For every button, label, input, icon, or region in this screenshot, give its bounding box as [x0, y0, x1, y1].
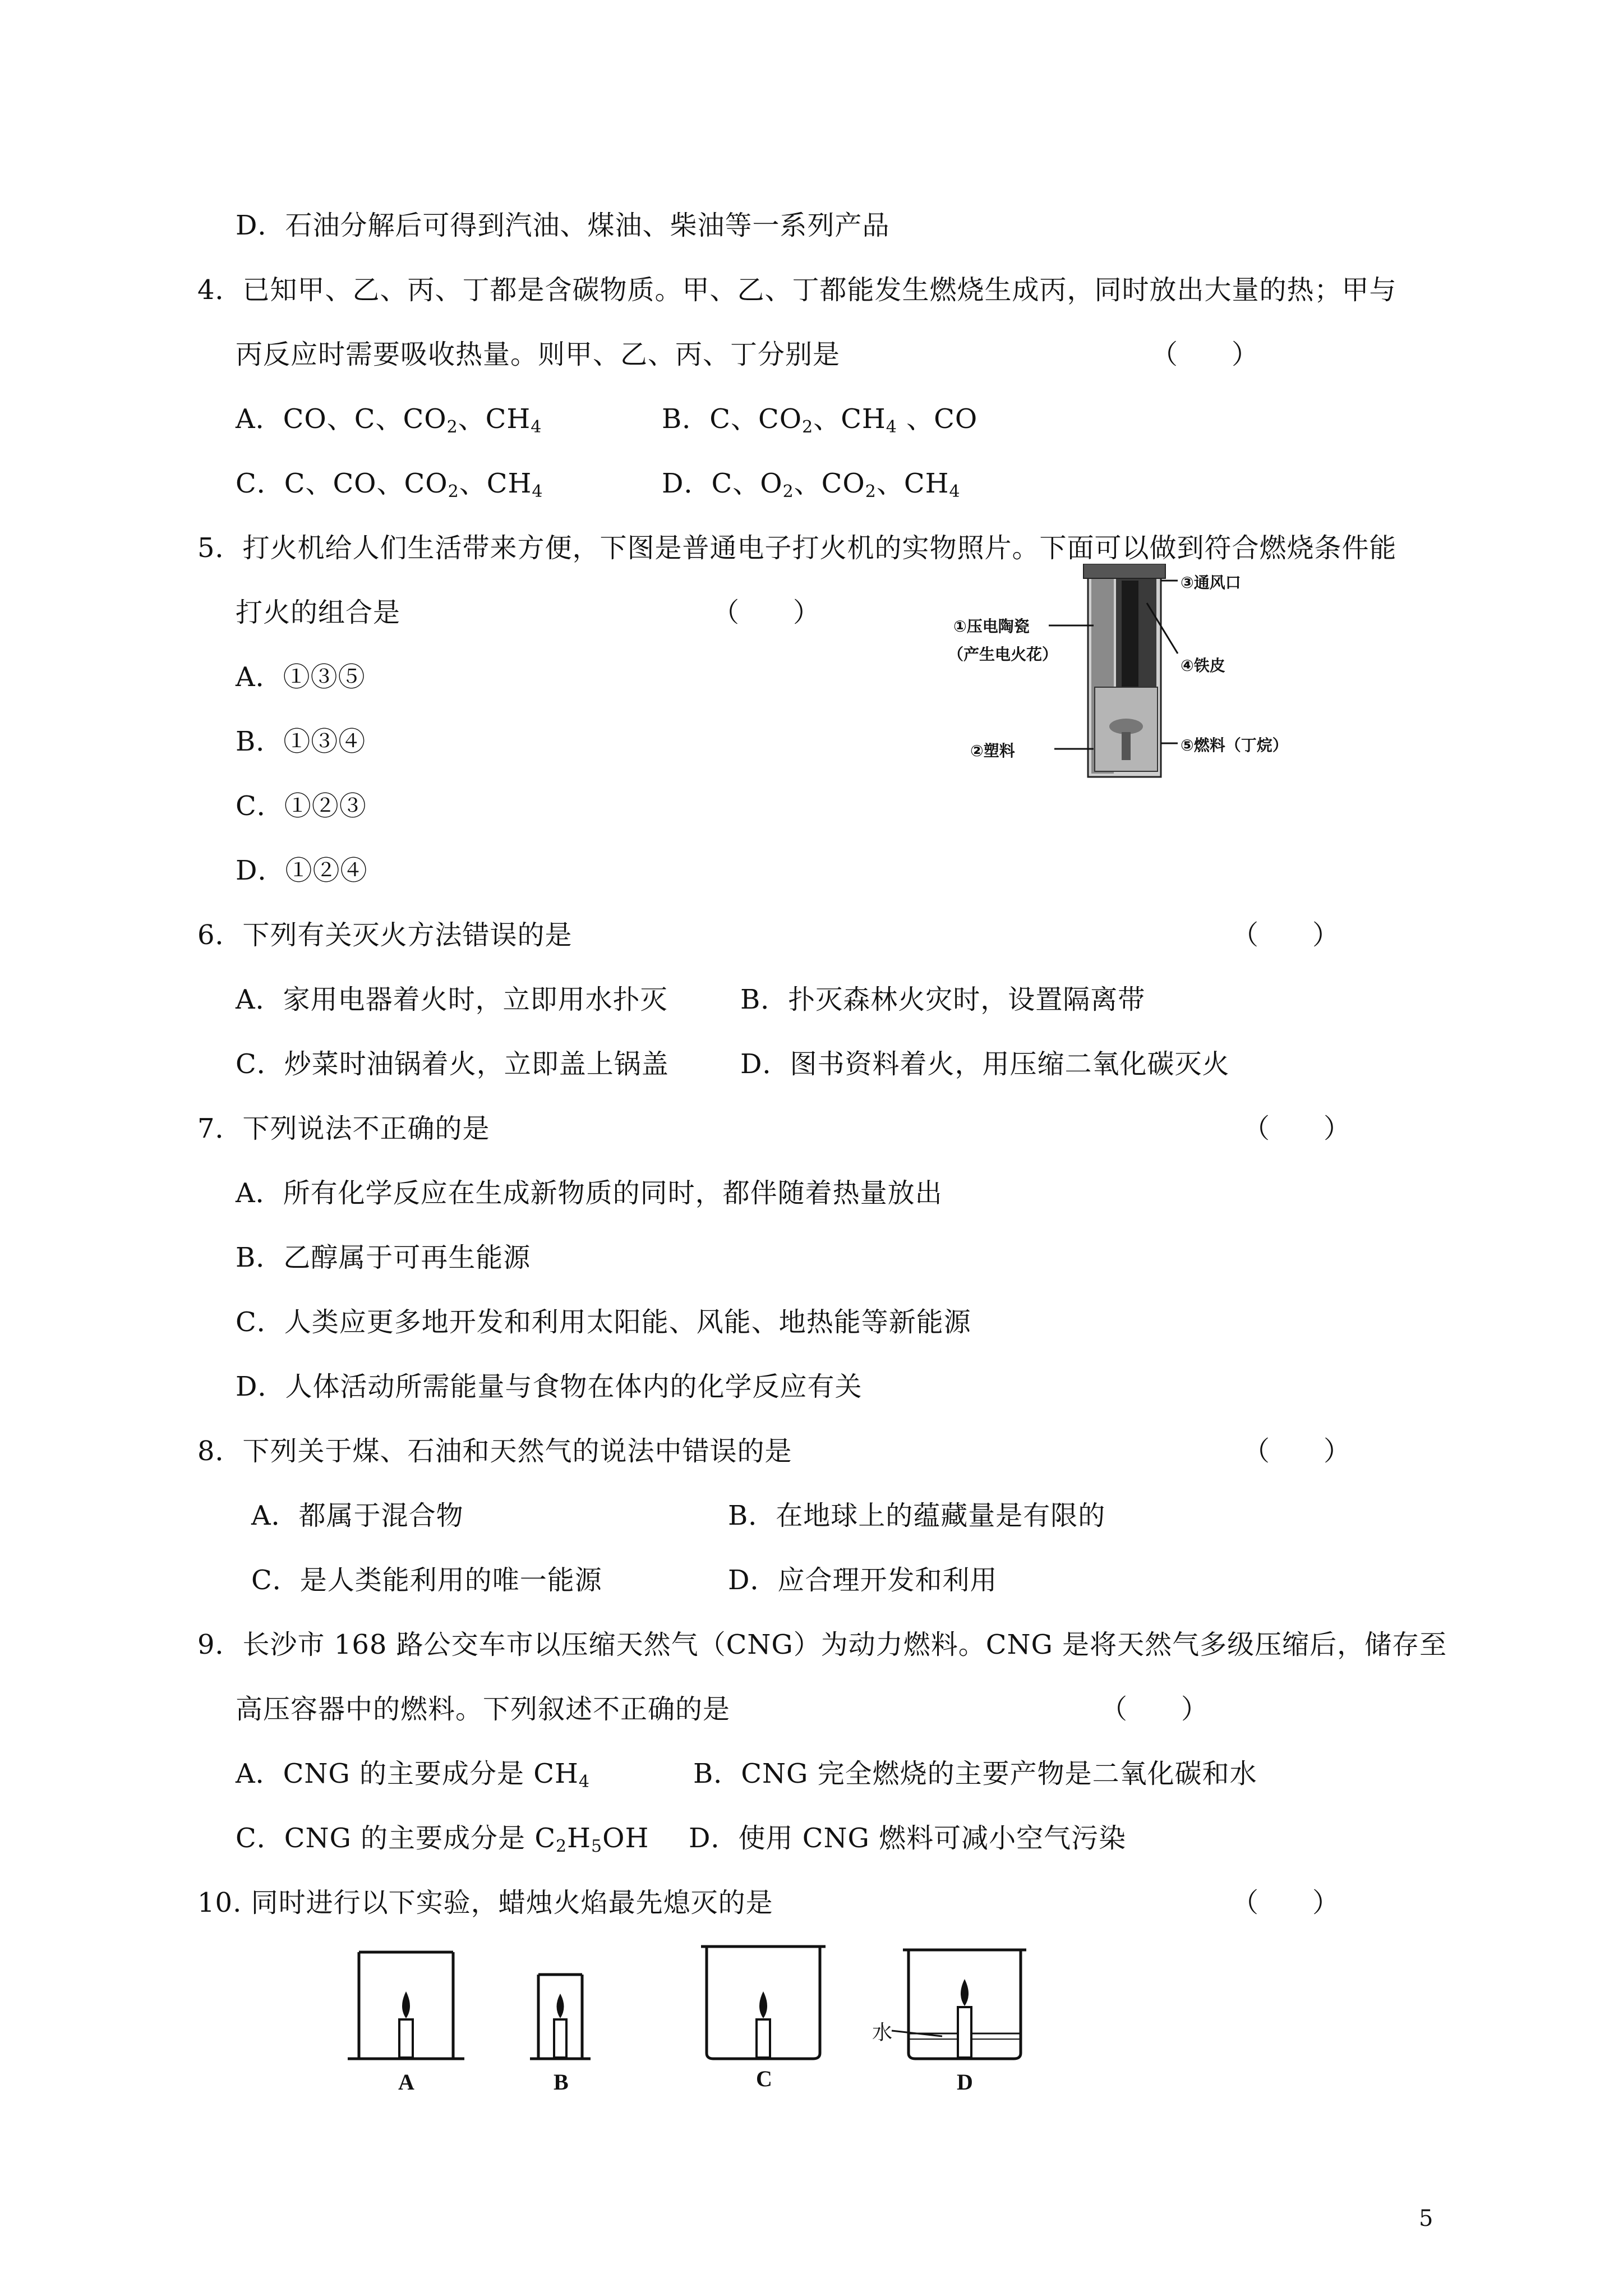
q10-stem: 10. 同时进行以下实验，蜡烛火焰最先熄灭的是: [197, 1887, 773, 1918]
q8-option-c: C．是人类能利用的唯一能源: [251, 1565, 602, 1596]
q4-stem-line1: 4．已知甲、乙、丙、丁都是含碳物质。甲、乙、丁都能发生燃烧生成丙，同时放出大量的热；甲与: [197, 274, 1397, 306]
q7-option-a: A．所有化学反应在生成新物质的同时，都伴随着热量放出: [236, 1177, 943, 1209]
candle-experiment-figure: [314, 1935, 1099, 2104]
label-vent: ③通风口: [1181, 573, 1241, 592]
label-iron-sheet: ④铁皮: [1181, 656, 1225, 675]
lighter-figure: [948, 564, 1346, 788]
q7-stem: 7．下列说法不正确的是: [197, 1113, 490, 1144]
q7-answer-blank: （ ）: [1243, 1113, 1351, 1144]
q6-option-c: C．炒菜时油锅着火，立即盖上锅盖: [236, 1048, 669, 1080]
q5-option-d: D．①②④: [236, 855, 368, 886]
caption-d: D: [957, 2069, 973, 2095]
q6-option-d: D．图书资料着火，用压缩二氧化碳灭火: [740, 1048, 1230, 1080]
q8-option-d: D．应合理开发和利用: [728, 1565, 998, 1596]
q9-option-a: A．CNG 的主要成分是 $CH_4$: [236, 1758, 590, 1792]
q4-answer-blank: （ ）: [1151, 339, 1259, 370]
q9-stem-line1: 9．长沙市 168 路公交车市以压缩天然气（CNG）为动力燃料。CNG 是将天然气多级压缩后，储存至: [197, 1629, 1447, 1660]
q7-option-b: B．乙醇属于可再生能源: [236, 1242, 531, 1273]
q9-option-d: D．使用 CNG 燃料可减小空气污染: [689, 1823, 1127, 1854]
caption-a: A: [398, 2069, 414, 2095]
q5-answer-blank: （ ）: [712, 597, 820, 628]
q8-stem: 8．下列关于煤、石油和天然气的说法中错误的是: [197, 1435, 792, 1467]
q6-answer-blank: （ ）: [1232, 919, 1340, 951]
q3-option-d: D．石油分解后可得到汽油、煤油、柴油等一系列产品: [236, 210, 890, 241]
q5-stem-line1: 5．打火机给人们生活带来方便，下图是普通电子打火机的实物照片。下面可以做到符合燃烧条件能: [197, 532, 1397, 564]
caption-c: C: [756, 2066, 772, 2091]
q9-option-b: B．CNG 完全燃烧的主要产物是二氧化碳和水: [693, 1758, 1257, 1789]
q8-option-a: A．都属于混合物: [251, 1500, 464, 1531]
q9-stem-line2: 高压容器中的燃料。下列叙述不正确的是: [236, 1694, 731, 1725]
q6-option-b: B．扑灭森林火灾时，设置隔离带: [740, 984, 1146, 1015]
q8-option-b: B．在地球上的蕴藏量是有限的: [728, 1500, 1106, 1531]
page-number: 5: [1419, 2206, 1433, 2231]
candle-beakers-icon: [314, 1935, 1099, 2104]
q10-answer-blank: （ ）: [1232, 1887, 1340, 1918]
q4-option-c: C．C、CO、$CO_2$、$CH_4$: [236, 468, 543, 501]
q5-option-a: A．①③⑤: [236, 661, 366, 693]
q6-option-a: A．家用电器着火时，立即用水扑灭: [236, 984, 668, 1015]
q5-option-b: B．①③④: [236, 726, 366, 757]
q9-answer-blank: （ ）: [1100, 1694, 1209, 1725]
q4-option-d: D．C、$O_2$、$CO_2$、$CH_4$: [662, 468, 961, 501]
q7-option-c: C．人类应更多地开发和利用太阳能、风能、地热能等新能源: [236, 1306, 971, 1338]
label-fuel: ⑤燃料（丁烷）: [1181, 736, 1288, 754]
q7-option-d: D．人体活动所需能量与食物在体内的化学反应有关: [236, 1371, 863, 1402]
water-label: 水: [872, 2021, 893, 2044]
q6-stem: 6．下列有关灭火方法错误的是: [197, 919, 573, 951]
label-piezo-note: （产生电火花）: [948, 645, 1058, 664]
q4-option-b: B．C、$CO_2$、$CH_4$ 、CO: [662, 403, 978, 437]
q8-answer-blank: （ ）: [1243, 1435, 1351, 1467]
q4-stem-line2: 丙反应时需要吸收热量。则甲、乙、丙、丁分别是: [236, 339, 841, 370]
label-plastic: ②塑料: [970, 742, 1015, 760]
label-piezo: ①压电陶瓷: [953, 617, 1030, 636]
q9-option-c: C．CNG 的主要成分是 $C_2H_5OH$: [236, 1823, 649, 1856]
q4-option-a: A．CO、C、$CO_2$、$CH_4$: [236, 403, 542, 437]
q5-stem-line2: 打火的组合是: [236, 597, 401, 628]
q5-option-c: C．①②③: [236, 790, 367, 822]
caption-b: B: [554, 2069, 569, 2095]
